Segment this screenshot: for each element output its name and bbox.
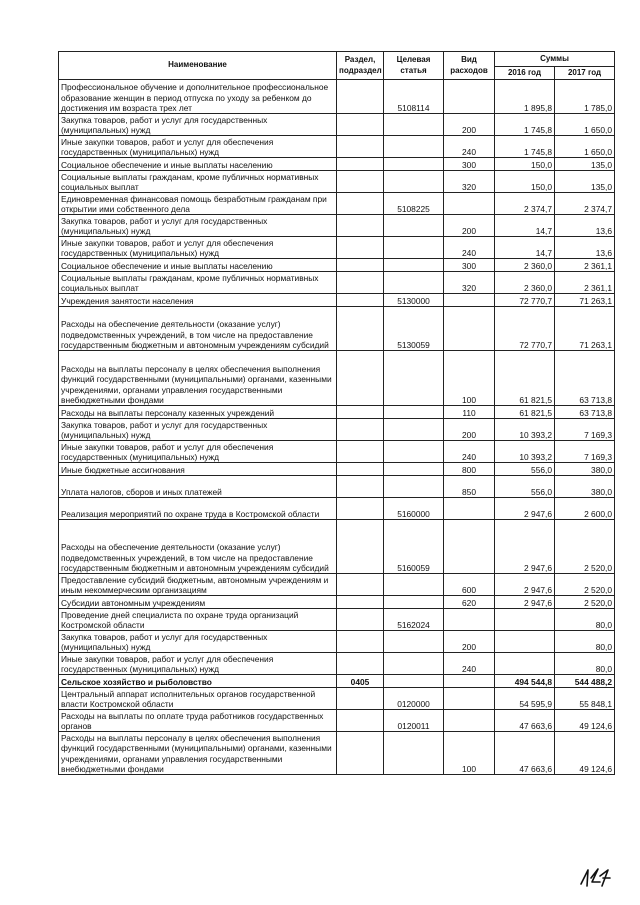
row-sum-2016-cell: 2 947,6: [495, 574, 555, 596]
row-section-cell: [337, 171, 384, 193]
row-sum-2016-cell: 72 770,7: [495, 307, 555, 351]
budget-table: [58, 51, 615, 775]
table-row: [59, 237, 615, 259]
row-target-cell: 0120000: [384, 688, 444, 710]
row-section-cell: [337, 136, 384, 158]
row-name-cell: Социальное обеспечение и иные выплаты населению: [59, 259, 337, 272]
row-sum-2016-cell: [495, 609, 555, 631]
row-section-cell: [337, 476, 384, 498]
row-sum-2016-cell: 1 745,8: [495, 114, 555, 136]
row-section-cell: [337, 463, 384, 476]
row-section-cell: [337, 259, 384, 272]
row-sum-2017-cell: 7 169,3: [555, 419, 615, 441]
row-section-cell: [337, 158, 384, 171]
table-row: [59, 476, 615, 498]
table-row: [59, 294, 615, 307]
row-section-cell: [337, 294, 384, 307]
table-row: [59, 114, 615, 136]
row-sum-2016-cell: 47 663,6: [495, 710, 555, 732]
table-row: [59, 675, 615, 688]
row-name-cell: Учреждения занятости населения: [59, 294, 337, 307]
table-row: [59, 158, 615, 171]
header-year-2016: 2016 год: [495, 67, 555, 80]
row-name-cell: Уплата налогов, сборов и иных платежей: [59, 476, 337, 498]
row-type-cell: 110: [444, 406, 495, 419]
row-section-cell: [337, 653, 384, 675]
row-name-cell: Иные бюджетные ассигнования: [59, 463, 337, 476]
table-row: [59, 351, 615, 406]
handwritten-page-number: [578, 862, 618, 888]
row-section-cell: 0405: [337, 675, 384, 688]
row-target-cell: [384, 272, 444, 294]
row-section-cell: [337, 596, 384, 609]
row-target-cell: [384, 596, 444, 609]
row-name-cell: Субсидии автономным учреждениям: [59, 596, 337, 609]
row-sum-2016-cell: 150,0: [495, 158, 555, 171]
row-type-cell: 300: [444, 158, 495, 171]
table-row: [59, 498, 615, 520]
row-section-cell: [337, 272, 384, 294]
row-type-cell: 320: [444, 171, 495, 193]
row-target-cell: [384, 419, 444, 441]
row-type-cell: 200: [444, 215, 495, 237]
row-type-cell: 100: [444, 732, 495, 775]
row-name-cell: Закупка товаров, работ и услуг для государственных (муниципальных) нужд: [59, 419, 337, 441]
row-type-cell: 240: [444, 237, 495, 259]
row-section-cell: [337, 498, 384, 520]
row-type-cell: [444, 688, 495, 710]
row-section-cell: [337, 237, 384, 259]
table-row: [59, 419, 615, 441]
row-type-cell: 240: [444, 441, 495, 463]
row-name-cell: Закупка товаров, работ и услуг для государственных (муниципальных) нужд: [59, 114, 337, 136]
row-name-cell: Расходы на выплаты персоналу в целях обеспечения выполнения функций государственными (муниципальными) органами, казенными учреждениями, органами управления государственными внебюджетными фондами: [59, 351, 337, 406]
row-target-cell: 5130000: [384, 294, 444, 307]
row-target-cell: [384, 441, 444, 463]
header-year-2017: 2017 год: [555, 67, 615, 80]
row-target-cell: 5160059: [384, 520, 444, 574]
row-sum-2016-cell: 14,7: [495, 237, 555, 259]
row-name-cell: Иные закупки товаров, работ и услуг для обеспечения государственных (муниципальных) нужд: [59, 136, 337, 158]
row-section-cell: [337, 688, 384, 710]
row-target-cell: [384, 114, 444, 136]
row-name-cell: Реализация мероприятий по охране труда в Костромской области: [59, 498, 337, 520]
header-target: Целевая статья: [384, 52, 444, 80]
row-sum-2016-cell: 2 947,6: [495, 520, 555, 574]
row-sum-2016-cell: 2 360,0: [495, 272, 555, 294]
table-row: [59, 609, 615, 631]
row-sum-2017-cell: 2 520,0: [555, 596, 615, 609]
row-section-cell: [337, 307, 384, 351]
row-name-cell: Иные закупки товаров, работ и услуг для обеспечения государственных (муниципальных) нужд: [59, 441, 337, 463]
row-type-cell: 200: [444, 114, 495, 136]
table-row: [59, 688, 615, 710]
row-section-cell: [337, 215, 384, 237]
row-sum-2016-cell: 54 595,9: [495, 688, 555, 710]
row-sum-2017-cell: 7 169,3: [555, 441, 615, 463]
row-sum-2016-cell: 10 393,2: [495, 419, 555, 441]
table-row: [59, 259, 615, 272]
row-section-cell: [337, 80, 384, 114]
row-type-cell: 200: [444, 631, 495, 653]
row-type-cell: [444, 498, 495, 520]
row-name-cell: Предоставление субсидий бюджетным, автономным учреждениям и иным некоммерческим организациям: [59, 574, 337, 596]
row-name-cell: Расходы на обеспечение деятельности (оказание услуг) подведомственных учреждений, в том числе на предоставление государственным бюджетным и автономным учреждениям субсидий: [59, 520, 337, 574]
row-sum-2017-cell: 1 785,0: [555, 80, 615, 114]
row-type-cell: [444, 520, 495, 574]
row-type-cell: [444, 609, 495, 631]
row-sum-2016-cell: 14,7: [495, 215, 555, 237]
row-sum-2017-cell: 49 124,6: [555, 710, 615, 732]
row-sum-2017-cell: 544 488,2: [555, 675, 615, 688]
row-target-cell: [384, 675, 444, 688]
row-type-cell: 100: [444, 351, 495, 406]
row-section-cell: [337, 419, 384, 441]
row-name-cell: Сельское хозяйство и рыболовство: [59, 675, 337, 688]
row-sum-2017-cell: 2 520,0: [555, 520, 615, 574]
row-name-cell: Проведение дней специалиста по охране труда организаций Костромской области: [59, 609, 337, 631]
row-target-cell: 0120011: [384, 710, 444, 732]
row-sum-2017-cell: 80,0: [555, 609, 615, 631]
row-section-cell: [337, 732, 384, 775]
row-sum-2016-cell: 1 745,8: [495, 136, 555, 158]
row-name-cell: Центральный аппарат исполнительных органов государственной власти Костромской области: [59, 688, 337, 710]
row-name-cell: Расходы на обеспечение деятельности (оказание услуг) подведомственных учреждений, в том числе на предоставление государственным бюджетным и автономным учреждениям субсидий: [59, 307, 337, 351]
table-row: [59, 171, 615, 193]
row-section-cell: [337, 631, 384, 653]
row-sum-2017-cell: 2 600,0: [555, 498, 615, 520]
row-name-cell: Иные закупки товаров, работ и услуг для обеспечения государственных (муниципальных) нужд: [59, 653, 337, 675]
row-sum-2017-cell: 49 124,6: [555, 732, 615, 775]
row-type-cell: [444, 294, 495, 307]
header-type: Вид расходов: [444, 52, 495, 80]
row-section-cell: [337, 609, 384, 631]
header-section: Раздел, подраздел: [337, 52, 384, 80]
row-sum-2017-cell: 380,0: [555, 476, 615, 498]
row-name-cell: Социальные выплаты гражданам, кроме публичных нормативных социальных выплат: [59, 272, 337, 294]
row-sum-2017-cell: 2 361,1: [555, 272, 615, 294]
row-target-cell: [384, 171, 444, 193]
row-type-cell: 200: [444, 419, 495, 441]
row-target-cell: 5130059: [384, 307, 444, 351]
row-sum-2016-cell: 61 821,5: [495, 406, 555, 419]
row-target-cell: 5108225: [384, 193, 444, 215]
row-section-cell: [337, 520, 384, 574]
row-name-cell: Профессиональное обучение и дополнительное профессиональное образование женщин в период отпуска по уходу за ребенком до достижения им возраста трех лет: [59, 80, 337, 114]
row-target-cell: 5108114: [384, 80, 444, 114]
row-sum-2016-cell: 10 393,2: [495, 441, 555, 463]
row-sum-2017-cell: 2 361,1: [555, 259, 615, 272]
row-target-cell: [384, 574, 444, 596]
table-row: [59, 520, 615, 574]
row-type-cell: 620: [444, 596, 495, 609]
row-type-cell: 240: [444, 136, 495, 158]
row-name-cell: Расходы на выплаты по оплате труда работников государственных органов: [59, 710, 337, 732]
row-target-cell: [384, 476, 444, 498]
row-section-cell: [337, 574, 384, 596]
row-sum-2016-cell: [495, 653, 555, 675]
row-target-cell: [384, 732, 444, 775]
row-sum-2016-cell: 494 544,8: [495, 675, 555, 688]
row-sum-2017-cell: 2 520,0: [555, 574, 615, 596]
row-name-cell: Социальные выплаты гражданам, кроме публичных нормативных социальных выплат: [59, 171, 337, 193]
row-sum-2016-cell: 2 947,6: [495, 596, 555, 609]
row-section-cell: [337, 406, 384, 419]
table-row: [59, 463, 615, 476]
row-type-cell: 600: [444, 574, 495, 596]
table-row: [59, 732, 615, 775]
row-target-cell: [384, 351, 444, 406]
row-sum-2017-cell: 13,6: [555, 215, 615, 237]
table-row: [59, 406, 615, 419]
table-row: [59, 193, 615, 215]
row-sum-2016-cell: 150,0: [495, 171, 555, 193]
row-name-cell: Социальное обеспечение и иные выплаты населению: [59, 158, 337, 171]
row-sum-2017-cell: 1 650,0: [555, 114, 615, 136]
row-sum-2016-cell: 61 821,5: [495, 351, 555, 406]
row-target-cell: [384, 215, 444, 237]
row-target-cell: 5160000: [384, 498, 444, 520]
table-row: [59, 631, 615, 653]
row-name-cell: Расходы на выплаты персоналу казенных учреждений: [59, 406, 337, 419]
header-sums: Суммы: [495, 52, 615, 67]
table-row: [59, 307, 615, 351]
row-sum-2017-cell: 1 650,0: [555, 136, 615, 158]
row-name-cell: Иные закупки товаров, работ и услуг для обеспечения государственных (муниципальных) нужд: [59, 237, 337, 259]
table-row: [59, 215, 615, 237]
row-target-cell: [384, 631, 444, 653]
row-name-cell: Расходы на выплаты персоналу в целях обеспечения выполнения функций государственными (муниципальными) органами, казенными учреждениями, органами управления государственными внебюджетными фондами: [59, 732, 337, 775]
row-target-cell: [384, 237, 444, 259]
row-type-cell: [444, 307, 495, 351]
row-sum-2017-cell: 380,0: [555, 463, 615, 476]
row-section-cell: [337, 193, 384, 215]
row-sum-2016-cell: 47 663,6: [495, 732, 555, 775]
row-sum-2017-cell: 71 263,1: [555, 294, 615, 307]
row-type-cell: 300: [444, 259, 495, 272]
row-sum-2016-cell: [495, 631, 555, 653]
table-row: [59, 441, 615, 463]
row-type-cell: 800: [444, 463, 495, 476]
row-section-cell: [337, 710, 384, 732]
row-sum-2017-cell: 63 713,8: [555, 406, 615, 419]
row-target-cell: [384, 406, 444, 419]
row-type-cell: [444, 80, 495, 114]
row-sum-2016-cell: 556,0: [495, 463, 555, 476]
row-target-cell: [384, 463, 444, 476]
row-sum-2016-cell: 2 947,6: [495, 498, 555, 520]
row-target-cell: 5162024: [384, 609, 444, 631]
row-sum-2016-cell: 1 895,8: [495, 80, 555, 114]
row-name-cell: Единовременная финансовая помощь безработным гражданам при открытии ими собственного дела: [59, 193, 337, 215]
row-sum-2017-cell: 80,0: [555, 631, 615, 653]
table-header: [59, 52, 615, 80]
row-sum-2017-cell: 13,6: [555, 237, 615, 259]
row-target-cell: [384, 136, 444, 158]
row-type-cell: [444, 710, 495, 732]
row-sum-2017-cell: 80,0: [555, 653, 615, 675]
row-type-cell: [444, 193, 495, 215]
row-sum-2017-cell: 55 848,1: [555, 688, 615, 710]
row-target-cell: [384, 653, 444, 675]
table-row: [59, 80, 615, 114]
row-section-cell: [337, 441, 384, 463]
table-row: [59, 710, 615, 732]
row-sum-2017-cell: 2 374,7: [555, 193, 615, 215]
table-row: [59, 596, 615, 609]
row-name-cell: Закупка товаров, работ и услуг для государственных (муниципальных) нужд: [59, 215, 337, 237]
row-section-cell: [337, 351, 384, 406]
row-sum-2017-cell: 71 263,1: [555, 307, 615, 351]
row-sum-2016-cell: 72 770,7: [495, 294, 555, 307]
table-row: [59, 272, 615, 294]
row-type-cell: [444, 675, 495, 688]
row-sum-2016-cell: 2 374,7: [495, 193, 555, 215]
row-name-cell: Закупка товаров, работ и услуг для государственных (муниципальных) нужд: [59, 631, 337, 653]
header-name: Наименование: [59, 52, 337, 80]
row-sum-2017-cell: 63 713,8: [555, 351, 615, 406]
row-type-cell: 240: [444, 653, 495, 675]
row-sum-2016-cell: 2 360,0: [495, 259, 555, 272]
row-type-cell: 850: [444, 476, 495, 498]
row-target-cell: [384, 158, 444, 171]
row-section-cell: [337, 114, 384, 136]
row-sum-2016-cell: 556,0: [495, 476, 555, 498]
table-body: [59, 80, 615, 775]
table-row: [59, 136, 615, 158]
row-target-cell: [384, 259, 444, 272]
table-row: [59, 653, 615, 675]
row-type-cell: 320: [444, 272, 495, 294]
table-row: [59, 574, 615, 596]
row-sum-2017-cell: 135,0: [555, 171, 615, 193]
row-sum-2017-cell: 135,0: [555, 158, 615, 171]
